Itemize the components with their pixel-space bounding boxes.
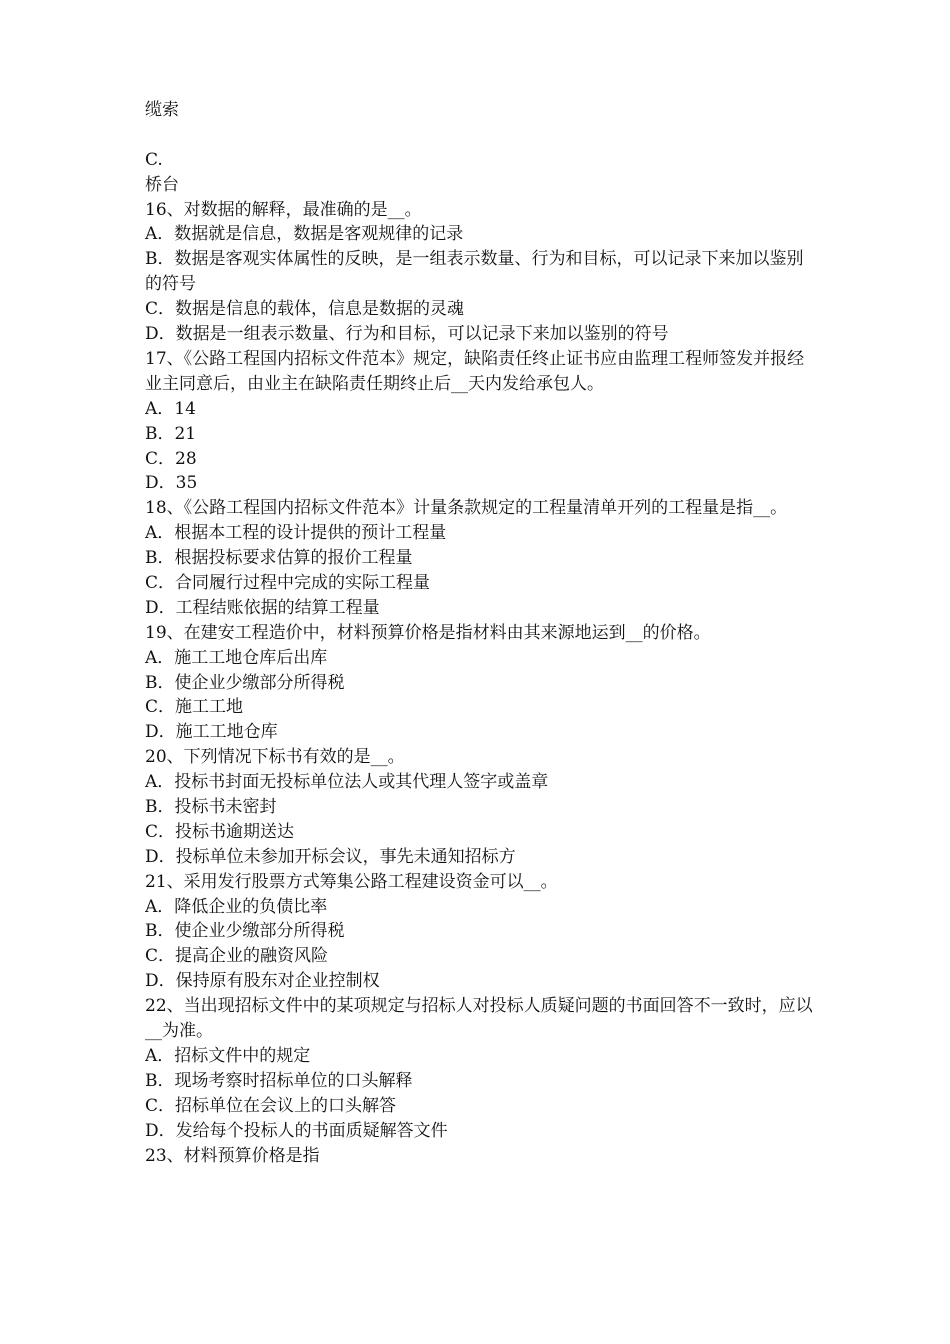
- question-17-option-d: D．35: [145, 473, 198, 494]
- question-22-option-c: C．招标单位在会议上的口头解答: [145, 1095, 397, 1116]
- question-18-option-a: A．根据本工程的设计提供的预计工程量: [145, 523, 447, 544]
- question-22-option-d: D．发给每个投标人的书面质疑解答文件: [145, 1120, 448, 1141]
- question-22-option-b: B．现场考察时招标单位的口头解释: [145, 1070, 413, 1091]
- question-23-stem: 23、材料预算价格是指: [145, 1145, 320, 1166]
- question-21-option-a: A．降低企业的负债比率: [145, 896, 328, 917]
- question-17-option-c: C．28: [145, 448, 197, 469]
- question-16-stem: 16、对数据的解释，最准确的是__。: [145, 199, 422, 220]
- question-22-option-a: A．招标文件中的规定: [145, 1045, 311, 1066]
- question-18-option-b: B．根据投标要求估算的报价工程量: [145, 548, 413, 569]
- question-22-stem: 22、当出现招标文件中的某项规定与招标人对投标人质疑问题的书面回答不一致时，应以__为准。: [145, 996, 813, 1042]
- blank-line: [145, 123, 815, 148]
- question-21-stem: 21、采用发行股票方式筹集公路工程建设资金可以__。: [145, 871, 558, 892]
- question-19-option-d: D．施工工地仓库: [145, 722, 278, 743]
- prev-option-c-letter: C.: [145, 149, 163, 170]
- question-18-stem: 18、《公路工程国内招标文件范本》计量条款规定的工程量清单开列的工程量是指__。: [145, 498, 788, 519]
- question-18-option-c: C．合同履行过程中完成的实际工程量: [145, 573, 431, 593]
- question-19-stem: 19、在建安工程造价中，材料预算价格是指材料由其来源地运到__的价格。: [145, 622, 711, 643]
- question-17-option-b: B．21: [145, 423, 197, 444]
- question-17-stem: 17、《公路工程国内招标文件范本》规定，缺陷责任终止证书应由监理工程师签发并报经业主同意后，由业主在缺陷责任期终止后__天内发给承包人。: [145, 348, 805, 394]
- document-page: [145, 98, 815, 1168]
- question-21-option-d: D．保持原有股东对企业控制权: [145, 971, 380, 992]
- question-19-option-b: B．使企业少缴部分所得税: [145, 672, 345, 693]
- question-20-option-a: A．投标书封面无投标单位法人或其代理人签字或盖章: [145, 772, 549, 793]
- question-16-option-c: C．数据是信息的载体，信息是数据的灵魂: [145, 299, 465, 320]
- question-18-option-d: D．工程结账依据的结算工程量: [145, 597, 380, 618]
- question-21-option-b: B．使企业少缴部分所得税: [145, 921, 345, 942]
- prev-option-tail: 缆索: [145, 100, 179, 120]
- question-17-option-a: A．14: [145, 398, 196, 419]
- question-19-option-c: C．施工工地: [145, 697, 244, 718]
- question-21-option-c: C．提高企业的融资风险: [145, 946, 329, 967]
- question-20-option-d: D．投标单位未参加开标会议，事先未通知招标方: [145, 846, 516, 867]
- prev-option-c-text: 桥台: [145, 174, 179, 195]
- question-16-option-d: D．数据是一组表示数量、行为和目标，可以记录下来加以鉴别的符号: [145, 324, 669, 345]
- question-20-option-b: B．投标书未密封: [145, 797, 277, 818]
- question-20-option-c: C．投标书逾期送达: [145, 821, 295, 842]
- question-19-option-a: A．施工工地仓库后出库: [145, 647, 328, 668]
- question-16-option-b: B．数据是客观实体属性的反映，是一组表示数量、行为和目标，可以记录下来加以鉴别的符号: [145, 249, 804, 295]
- question-20-stem: 20、下列情况下标书有效的是__。: [145, 747, 405, 768]
- question-16-option-a: A．数据就是信息，数据是客观规律的记录: [145, 224, 464, 245]
